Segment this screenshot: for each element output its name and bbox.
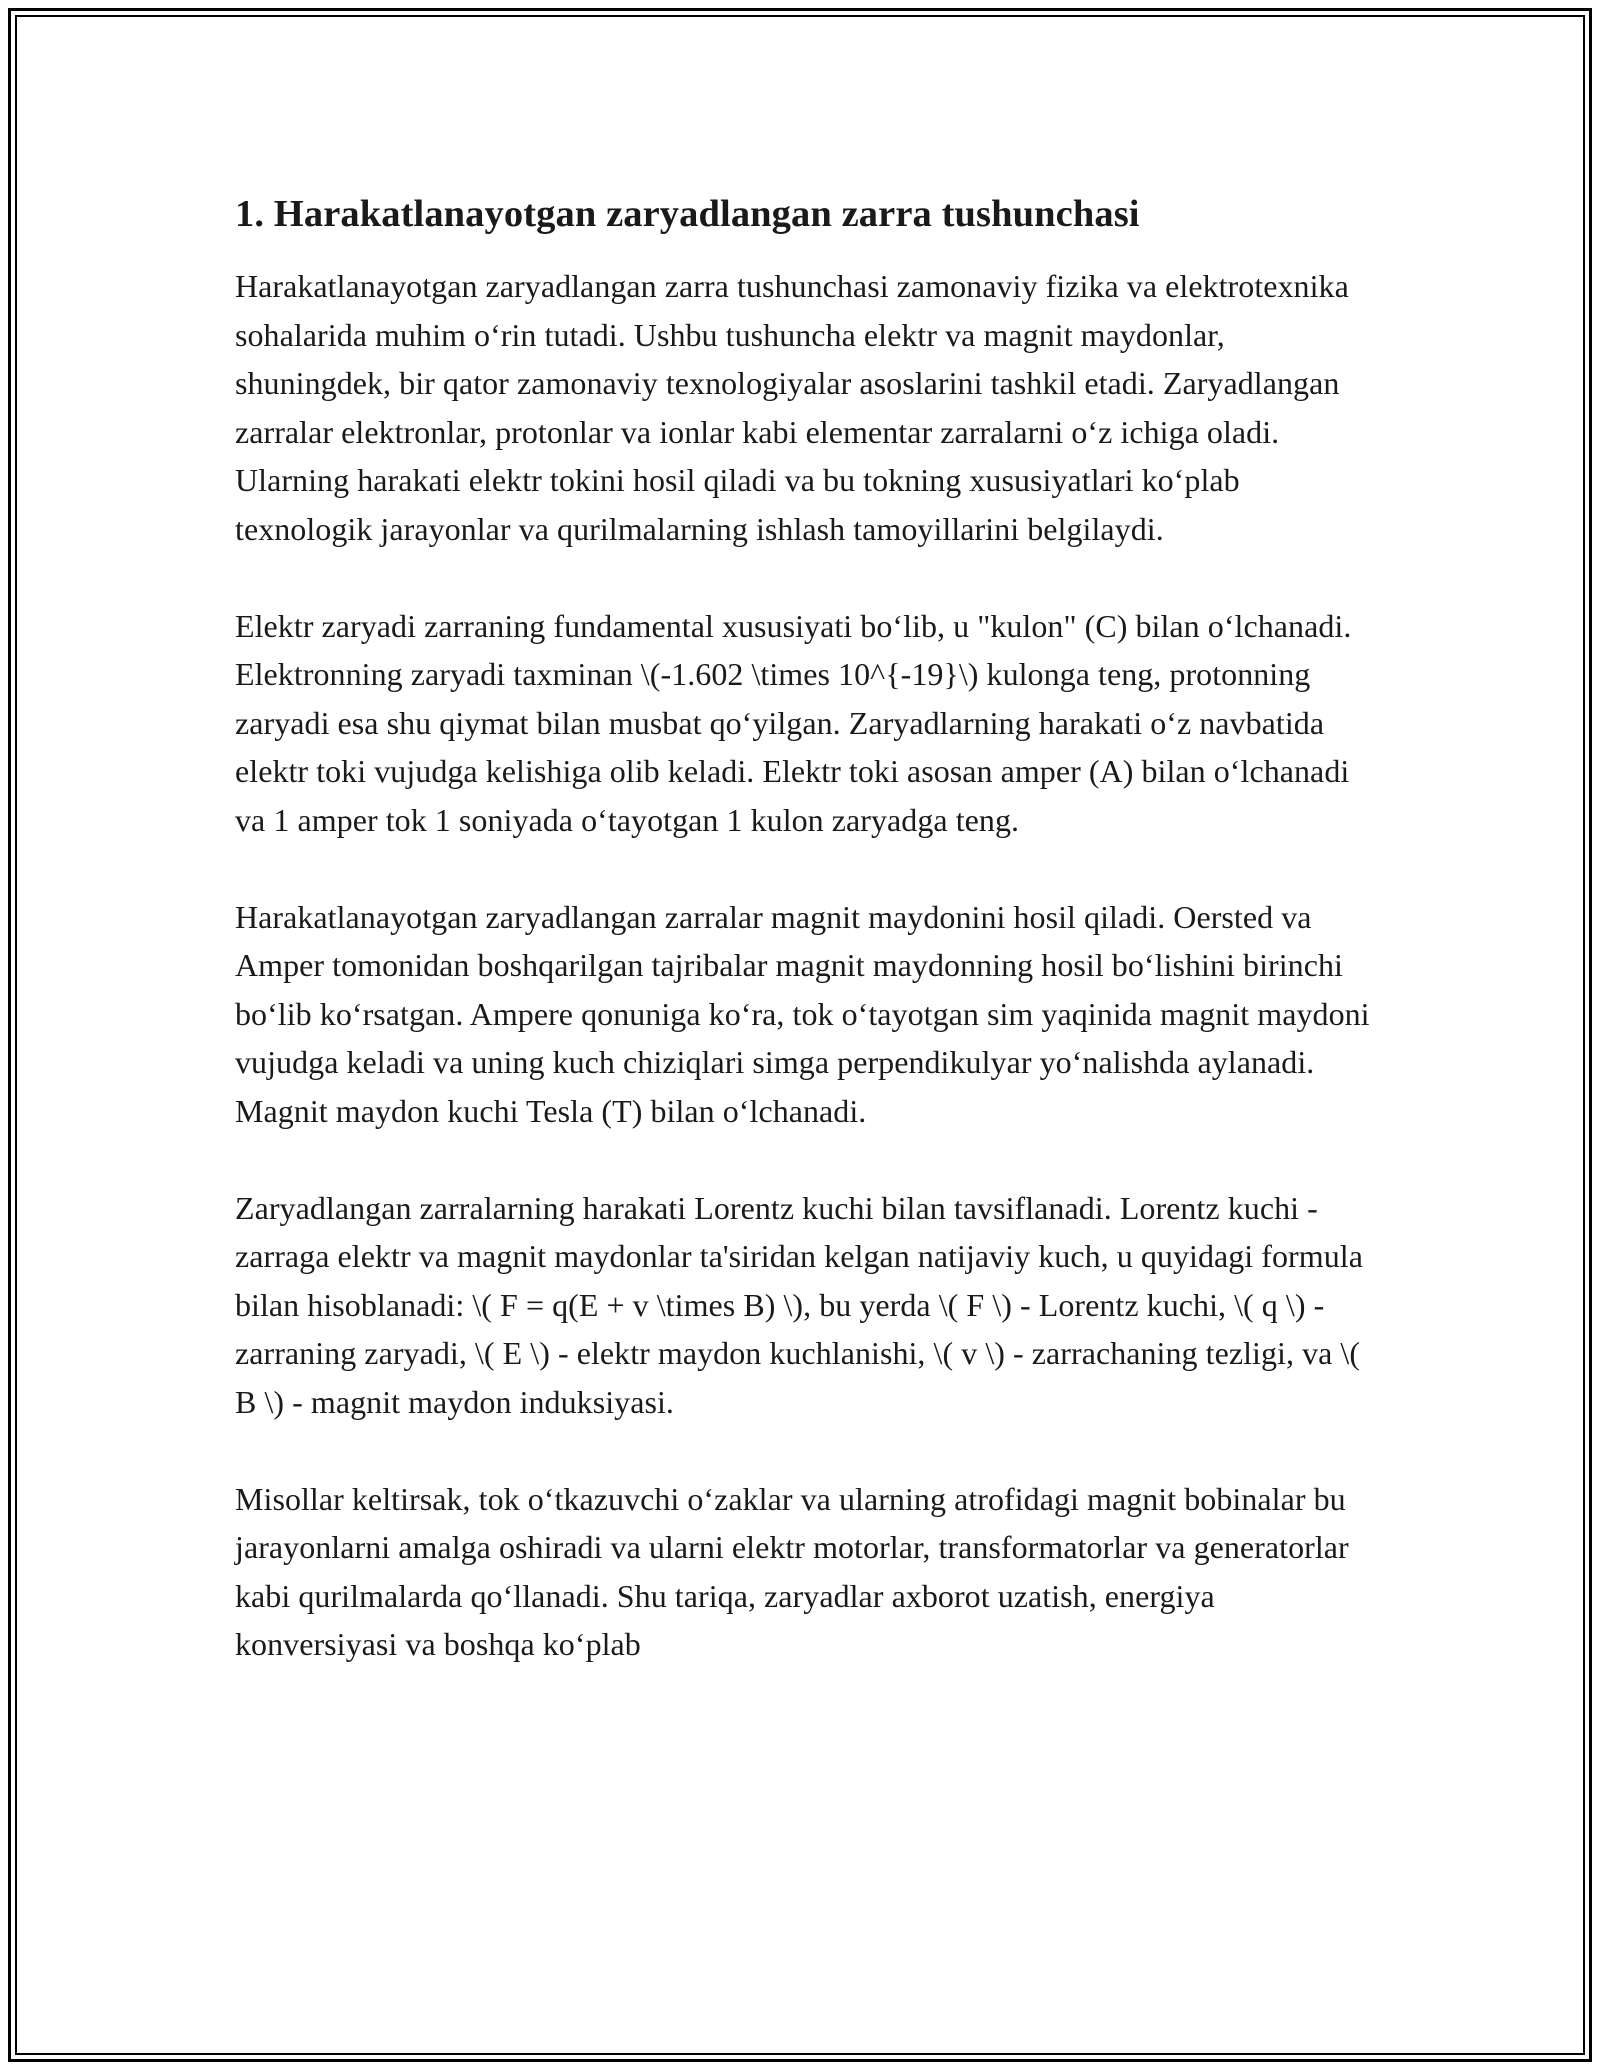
paragraph-3: Harakatlanayotgan zaryadlangan zarralar magnit maydonini hosil qiladi. Oersted va Amper tomonidan boshqarilgan tajribalar magnit maydonning hosil bo‘lishini birinchi bo‘lib ko‘rsatgan. Ampere qonuniga ko‘ra, tok o‘tayotgan sim yaqinida magnit maydoni vujudga keladi va uning kuch chiziqlari simga perpendikulyar yo‘nalishda aylanadi. Magnit maydon kuchi Tesla (T) bilan o‘lchanadi.	[235, 898, 1370, 1129]
section-heading: 1. Harakatlanayotgan zaryadlangan zarra tushunchasi	[235, 193, 1140, 235]
paragraph-2: Elektr zaryadi zarraning fundamental xususiyati bo‘lib, u "kulon" (C) bilan o‘lchanadi. Elektronning zaryadi taxminan \(-1.602 \times 10^{-19}\) kulonga teng, protonning zaryadi esa shu qiymat bilan musbat qo‘yilgan. Zaryadlarning harakati o‘z navbatida elektr toki vujudga kelishiga olib keladi. Elektr toki asosan amper (A) bilan o‘lchanadi va 1 amper tok 1 soniyada o‘tayotgan 1 kulon zaryadga teng.	[235, 607, 1352, 838]
paragraph-5: Misollar keltirsak, tok o‘tkazuvchi o‘zaklar va ularning atrofidagi magnit bobinalar bu jarayonlarni amalga oshiradi va ularni elektr motorlar, transformatorlar va generatorlar kabi qurilmalarda qo‘llanadi. Shu tariqa, zaryadlar axborot uzatish, energiya konversiyasi va boshqa ko‘plab	[235, 1480, 1349, 1662]
paragraph-1: Harakatlanayotgan zaryadlangan zarra tushunchasi zamonaviy fizika va elektrotexnika sohalarida muhim o‘rin tutadi. Ushbu tushuncha elektr va magnit maydonlar, shuningdek, bir qator zamonaviy texnologiyalar asoslarini tashkil etadi. Zaryadlangan zarralar elektronlar, protonlar va ionlar kabi elementar zarralarni o‘z ichiga oladi. Ularning harakati elektr tokini hosil qiladi va bu tokning xususiyatlari ko‘plab texnologik jarayonlar va qurilmalarning ishlash tamoyillarini belgilaydi.	[235, 268, 1349, 547]
document-body	[235, 190, 1375, 1669]
paragraph-4: Zaryadlangan zarralarning harakati Lorentz kuchi bilan tavsiflanadi. Lorentz kuchi - zarraga elektr va magnit maydonlar ta'siridan kelgan natijaviy kuch, u quyidagi formula bilan hisoblanadi: \( F = q(E + v \times B) \), bu yerda \( F \) - Lorentz kuchi, \( q \) - zarraning zaryadi, \( E \) - elektr maydon kuchlanishi, \( v \) - zarrachaning tezligi, va \( B \) - magnit maydon induksiyasi.	[235, 1189, 1363, 1420]
